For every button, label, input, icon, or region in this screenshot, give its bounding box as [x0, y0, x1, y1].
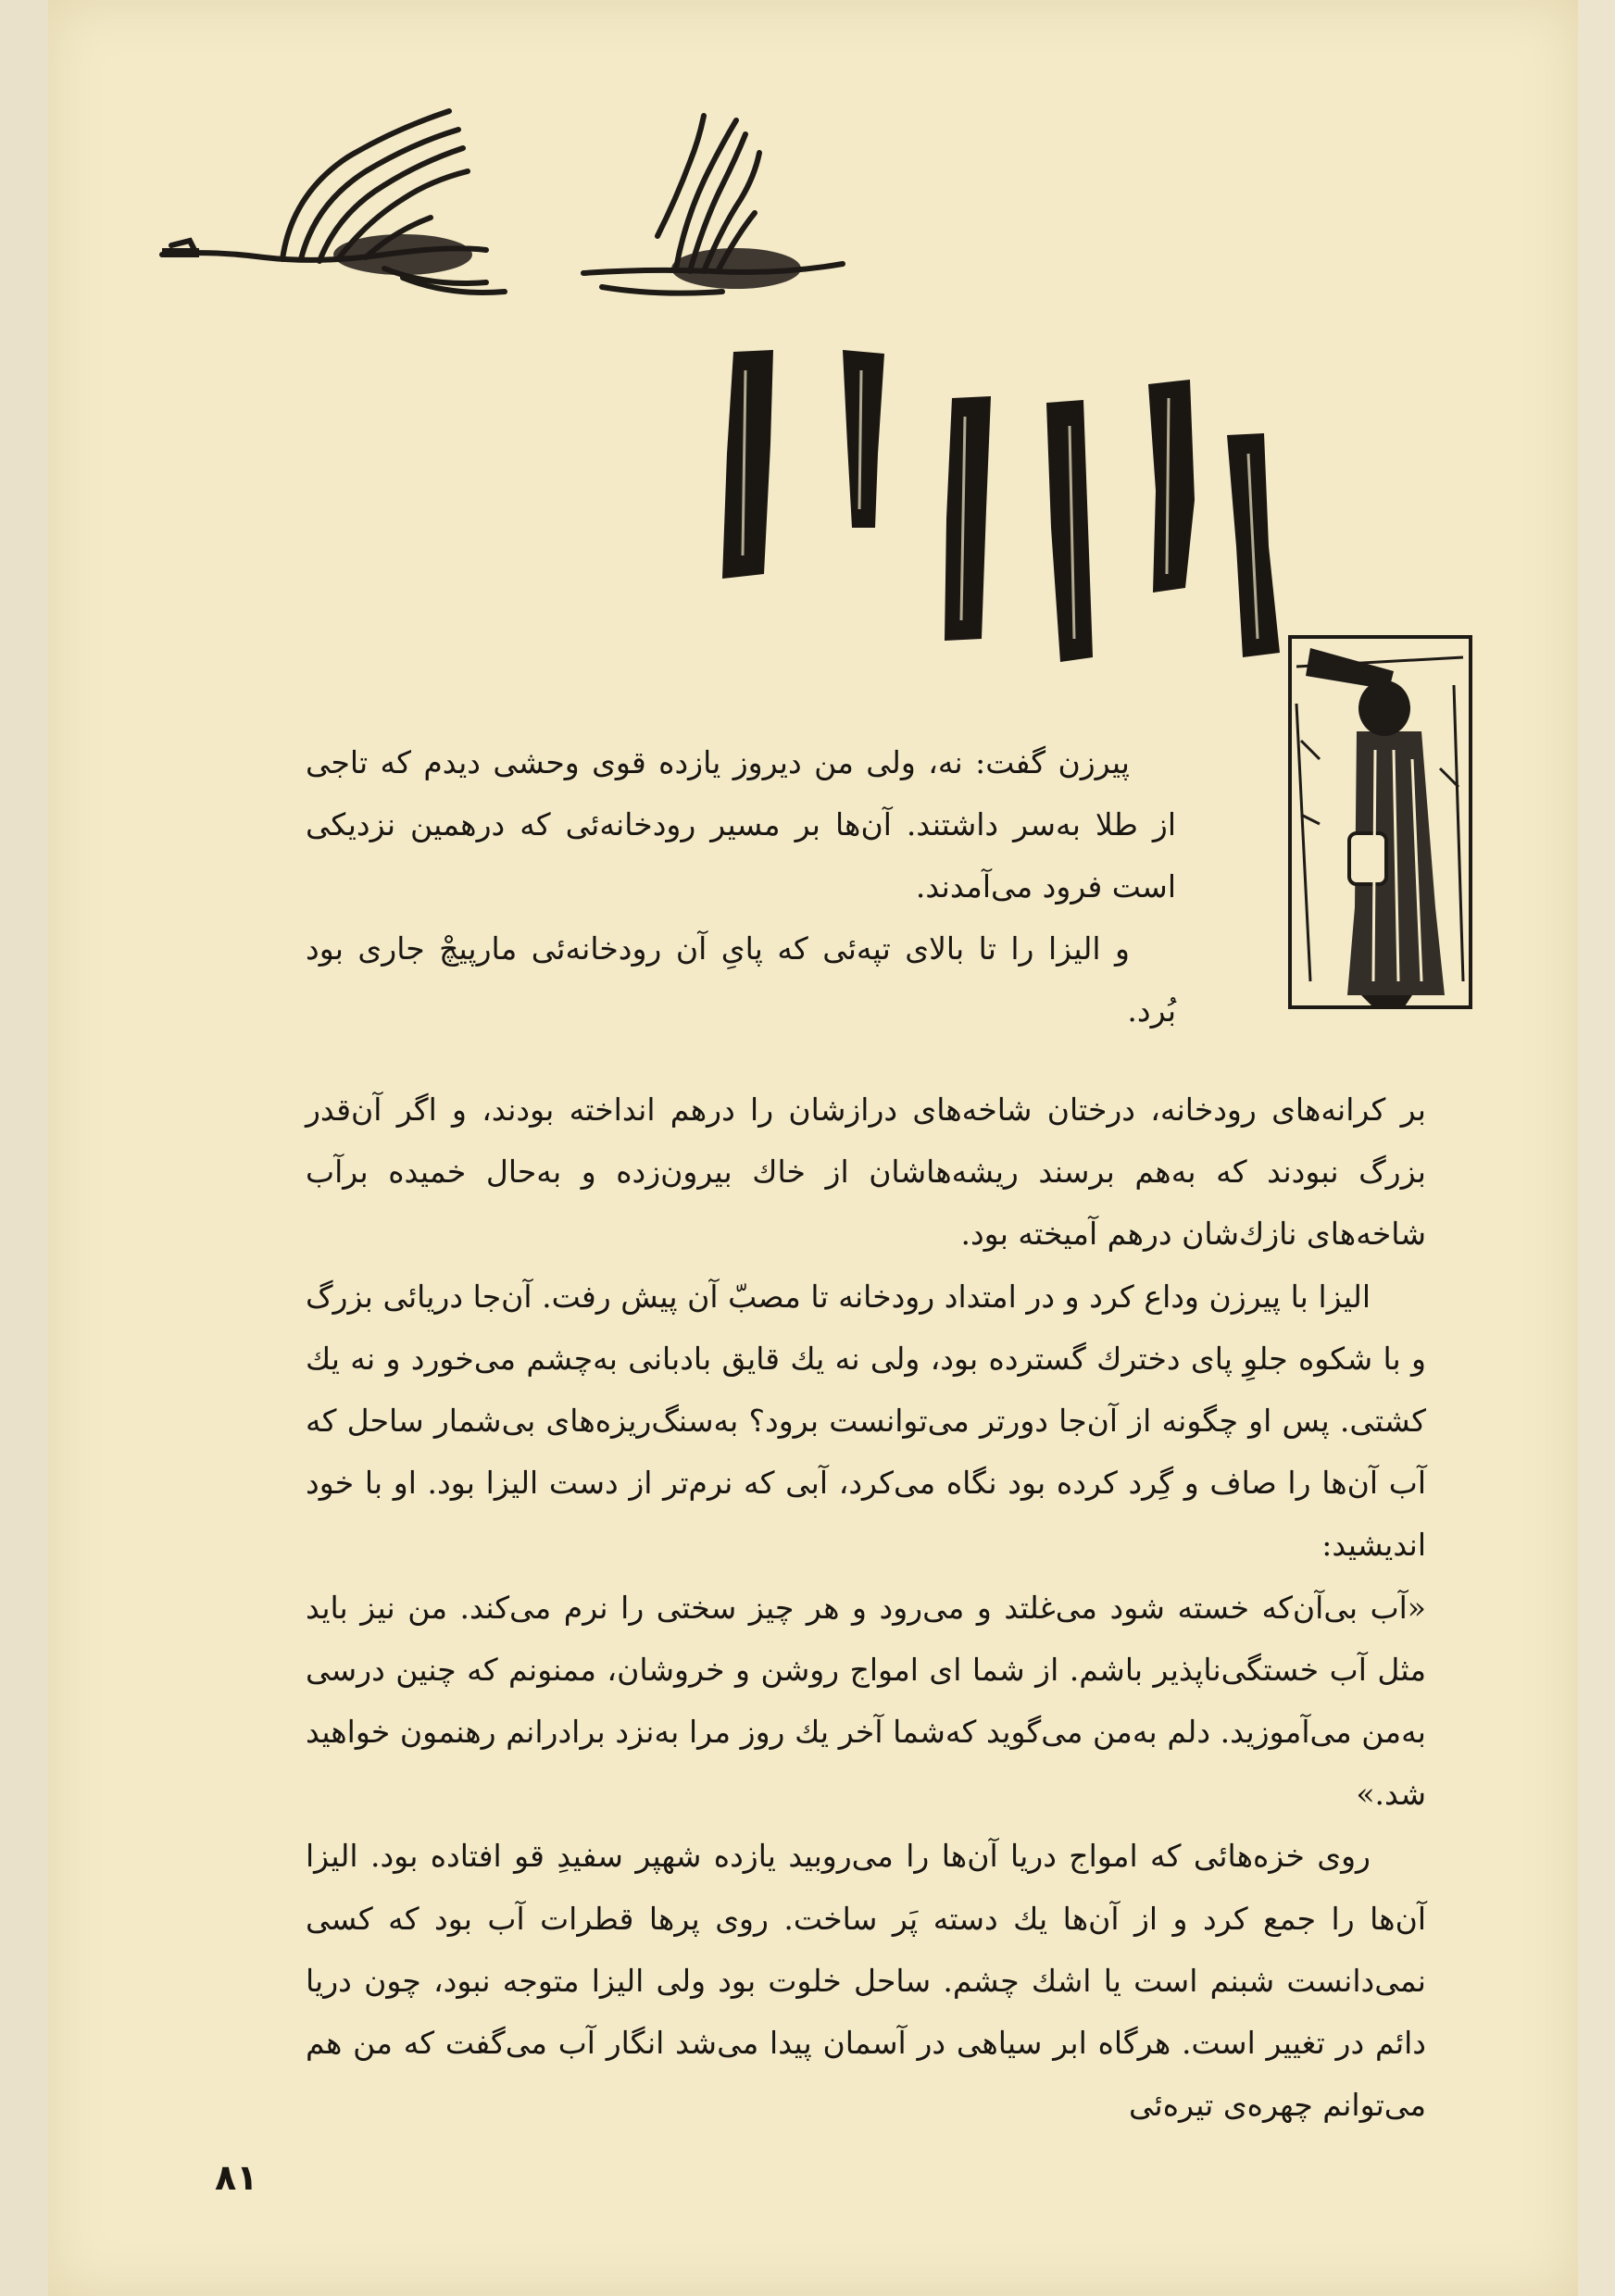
old-woman-woodcut	[1283, 630, 1477, 1018]
tree-trunks-woodcut	[713, 343, 1306, 667]
page-edge-right	[1578, 0, 1615, 2296]
flying-swan-woodcut-left	[153, 93, 532, 324]
paragraph: روی خزه‌هائی که امواج دریا آن‌ها را می‌روبید یازده شهپر سفیدِ قو افتاده بود. الیزا آن‌ها را جمع کرد و از آن‌ها یك دسته پَر ساخت. روی پرها قطرات آب بود که کسی نمی‌دانست شبنم است یا اشك چشم. ساحل خلوت بود ولی الیزا متوجه نبود، چون دریا دائم در تغییر است. هرگاه ابر سیاهی در آسمان پیدا می‌شد انگار آب می‌گفت که من هم می‌توانم چهره‌ی تیره‌ئی	[306, 1838, 1426, 2124]
flying-swan-woodcut-right	[574, 106, 852, 319]
page-edge-left	[0, 0, 48, 2296]
page-number: ۸۱	[215, 2157, 258, 2198]
paragraph: پیرزن گفت: نه، ولی من دیروز یازده قوی وحشی دیدم که تاجی از طلا به‌سر داشتند. آن‌ها بر مسیر رودخانه‌ئی که درهمین نزدیکی است فرود می‌آمدند.	[306, 744, 1176, 905]
paragraph: بر کرانه‌های رودخانه، درختان شاخه‌های درازشان را درهم انداخته بودند، و اگر آن‌قدر بزرگ نبودند که به‌هم برسند ریشه‌هاشان از خاك بیرون‌زده و به‌حال خمیده برآب شاخه‌های نازك‌شان درهم آمیخته بود.	[306, 1092, 1426, 1253]
paragraph: «آب بی‌آن‌که خسته شود می‌غلتد و می‌رود و هر چیز سختی را نرم می‌کند. من نیز باید مثل آب خستگی‌ناپذیر باشم. از شما ای امواج روشن و خروشان، ممنونم که چنین درسی به‌من می‌آموزید. دلم به‌من می‌گوید که‌شما آخر یك روز مرا به‌نزد برادرانم رهنمون خواهید شد.»	[306, 1589, 1426, 1813]
paragraph: و الیزا را تا بالای تپه‌ئی که پایِ آن رودخانه‌ئی مارپیچْ جاری بود بُرد.	[306, 930, 1176, 1029]
intro-paragraphs	[306, 731, 1176, 1042]
main-paragraphs	[306, 1079, 1426, 2136]
paragraph: الیزا با پیرزن وداع کرد و در امتداد رودخانه تا مصبّ آن پیش رفت. آن‌جا دریائی بزرگ و با شکوه جلوِ پای دخترك گسترده بود، ولی نه یك قایق بادبانی به‌چشم می‌خورد و نه یك کشتی. پس او چگونه از آن‌جا دورتر می‌توانست برود؟ به‌سنگ‌ریزه‌های بی‌شمار ساحل که آب آن‌ها را صاف و گِرد کرده بود نگاه می‌کرد، آبی که نرم‌تر از دست الیزا بود. او با خود اندیشید:	[306, 1278, 1426, 1564]
